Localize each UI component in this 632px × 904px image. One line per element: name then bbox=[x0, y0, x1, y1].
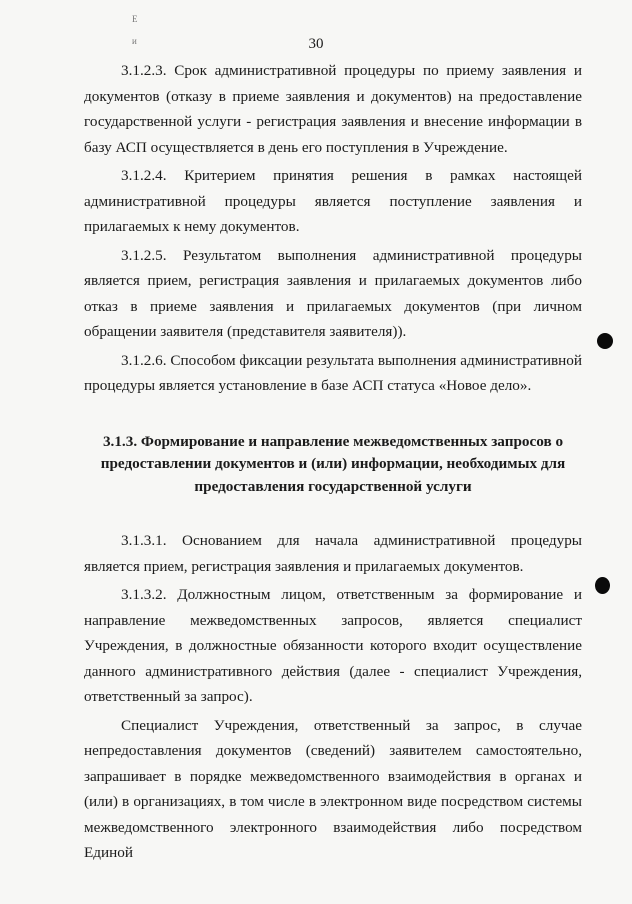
paragraph-3-1-3-1: 3.1.3.1. Основанием для начала административной процедуры является прием, регистрация заявления и прилагаемых документов. bbox=[84, 532, 582, 575]
scan-mark: и bbox=[132, 36, 139, 46]
paragraph-3-1-2-3: 3.1.2.3. Срок административной процедуры по приему заявления и документов (отказу в приеме заявления и документов) на предоставление государственной услуги - регистрация заявления и внесение информации в базу АСП осуществляется в день его поступления в Учреждение. bbox=[84, 62, 582, 156]
punch-hole-mark bbox=[597, 333, 613, 349]
paragraph-specialist: Специалист Учреждения, ответственный за запрос, в случае непредоставления документов (сведений) заявителем самостоятельно, запрашивает в порядке межведомственного взаимодействия в органах и (или) в организациях, в том числе в электронном виде посредством системы межведомственного электронного взаимодействия либо посредством Единой bbox=[84, 716, 582, 861]
paragraph-3-1-3-2: 3.1.3.2. Должностным лицом, ответственным за формирование и направление межведомственных запросов, является специалист Учреждения, в должностные обязанности которого входит осуществление данного административного действия (далее - специалист Учреждения, ответственный за запрос). bbox=[84, 586, 582, 705]
paragraph-3-1-2-6: 3.1.2.6. Способом фиксации результата выполнения административной процедуры является установление в базе АСП статуса «Новое дело». bbox=[84, 351, 582, 394]
punch-hole-mark bbox=[595, 577, 610, 594]
paragraph-3-1-2-5: 3.1.2.5. Результатом выполнения административной процедуры является прием, регистрация заявления и прилагаемых документов либо отказ в приеме заявления и прилагаемых документов (при личном обращении заявителя (представителя заявителя)). bbox=[84, 246, 582, 340]
paragraph-3-1-2-4: 3.1.2.4. Критерием принятия решения в рамках настоящей административной процедуры является поступление заявления и прилагаемых к нему документов. bbox=[84, 167, 582, 235]
page-number: 30 bbox=[308, 36, 324, 52]
section-heading: 3.1.3. Формирование и направление межведомственных запросов о предоставлении документов и (или) информации, необходимых для предоставления государственной услуги bbox=[100, 432, 566, 495]
document-body bbox=[84, 58, 582, 869]
scan-mark: Е bbox=[132, 14, 140, 24]
